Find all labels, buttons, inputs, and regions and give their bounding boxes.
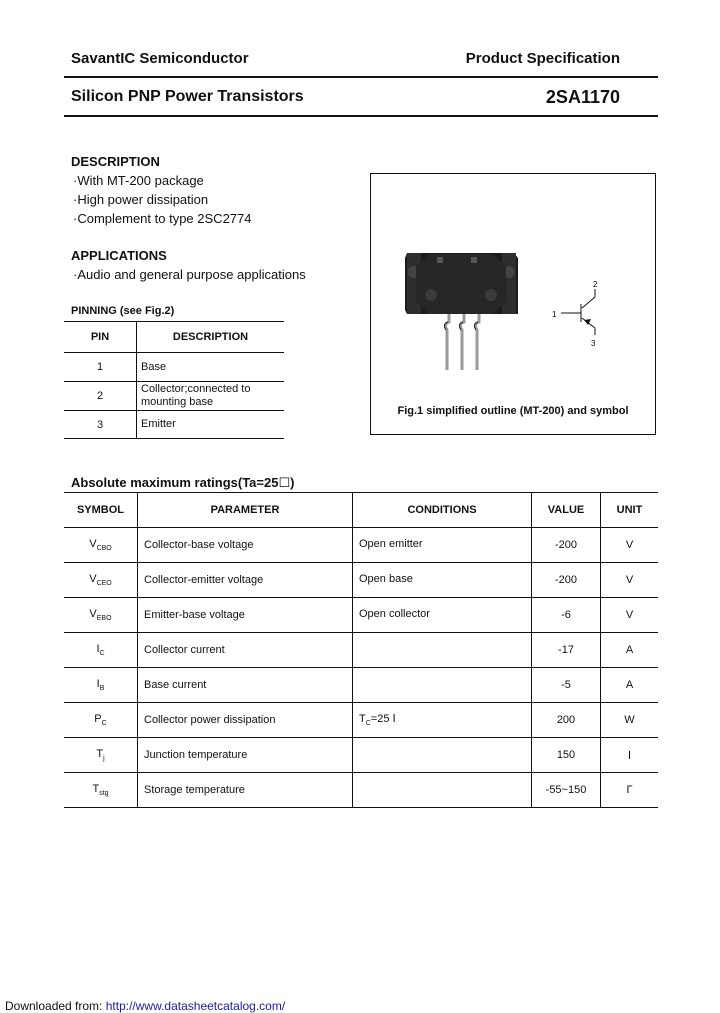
rating-value: -55~150 xyxy=(532,773,601,808)
pin-column-header: PIN xyxy=(64,322,137,353)
rating-value: -6 xyxy=(532,598,601,633)
header-divider xyxy=(64,76,658,78)
rating-value: -17 xyxy=(532,633,601,668)
unit-column-header: UNIT xyxy=(601,493,659,528)
symbol-pin-label: 3 xyxy=(591,339,596,348)
pin-number: 1 xyxy=(64,353,137,382)
table-row xyxy=(64,598,658,633)
rating-unit: Ⅰ xyxy=(601,738,659,773)
rating-unit: A xyxy=(601,668,659,703)
rating-parameter: Storage temperature xyxy=(138,773,353,808)
rating-symbol: $T_j$ xyxy=(64,738,138,773)
table-row xyxy=(64,353,284,382)
description-item: ·With MT-200 package xyxy=(73,173,204,188)
rating-unit: A xyxy=(601,633,659,668)
page-title: Silicon PNP Power Transistors xyxy=(71,88,304,105)
rating-symbol: $V_{CEO}$ xyxy=(64,563,138,598)
table-row xyxy=(64,703,658,738)
rating-unit: V xyxy=(601,598,659,633)
description-column-header: DESCRIPTION xyxy=(137,322,285,353)
figure-caption: Fig.1 simplified outline (MT-200) and symbol xyxy=(397,405,629,417)
rating-symbol: $V_{CBO}$ xyxy=(64,528,138,563)
pinning-table xyxy=(64,321,284,439)
symbol-pin-label: 2 xyxy=(593,280,598,289)
rating-parameter: Collector current xyxy=(138,633,353,668)
footer-link[interactable]: http://www.datasheetcatalog.com/ xyxy=(105,999,286,1013)
table-row xyxy=(64,563,658,598)
rating-condition xyxy=(353,668,532,703)
conditions-column-header: CONDITIONS xyxy=(353,493,532,528)
pin-number: 3 xyxy=(64,411,137,439)
rating-parameter: Emitter-base voltage xyxy=(138,598,353,633)
rating-unit: V xyxy=(601,563,659,598)
rating-value: -5 xyxy=(532,668,601,703)
table-row xyxy=(64,633,658,668)
table-row xyxy=(64,528,658,563)
pinning-heading: PINNING (see Fig.2) xyxy=(71,305,175,317)
rating-parameter: Base current xyxy=(138,668,353,703)
table-row xyxy=(64,773,658,808)
pin-description: Collector;connected to mounting base xyxy=(137,382,285,411)
footer xyxy=(5,999,285,1013)
table-row xyxy=(64,382,284,411)
document-type: Product Specification xyxy=(465,50,620,67)
rating-symbol: $P_C$ xyxy=(64,703,138,738)
rating-condition xyxy=(353,633,532,668)
figure-box xyxy=(370,173,656,435)
footer-prefix: Downloaded from: xyxy=(5,999,103,1013)
rating-symbol: $T_{stg}$ xyxy=(64,773,138,808)
rating-parameter: Collector power dissipation xyxy=(138,703,353,738)
rating-condition: Open emitter xyxy=(353,528,532,563)
applications-heading: APPLICATIONS xyxy=(71,248,167,263)
parameter-column-header: PARAMETER xyxy=(138,493,353,528)
pin-description: Base xyxy=(137,353,285,382)
part-number: 2SA1170 xyxy=(545,87,620,107)
rating-parameter: Junction temperature xyxy=(138,738,353,773)
rating-unit: Γ xyxy=(601,773,659,808)
rating-condition xyxy=(353,773,532,808)
description-item: ·High power dissipation xyxy=(73,192,209,207)
description-item: ·Complement to type 2SC2774 xyxy=(73,211,252,226)
rating-value: -200 xyxy=(532,563,601,598)
rating-condition: Open collector xyxy=(353,598,532,633)
rating-condition: Open base xyxy=(353,563,532,598)
symbol-pin-label: 1 xyxy=(552,310,557,319)
description-heading: DESCRIPTION xyxy=(71,154,160,169)
rating-unit: V xyxy=(601,528,659,563)
rating-parameter: Collector-emitter voltage xyxy=(138,563,353,598)
pin-description: Emitter xyxy=(137,411,285,439)
rating-value: 150 xyxy=(532,738,601,773)
rating-condition: $T_C=25$ Ⅰ xyxy=(353,703,532,738)
pin-number: 2 xyxy=(64,382,137,411)
title-divider xyxy=(64,115,658,117)
rating-value: 200 xyxy=(532,703,601,738)
rating-condition xyxy=(353,738,532,773)
rating-symbol: $I_B$ xyxy=(64,668,138,703)
rating-symbol: $I_C$ xyxy=(64,633,138,668)
rating-parameter: Collector-base voltage xyxy=(138,528,353,563)
applications-item: ·Audio and general purpose applications xyxy=(73,267,306,282)
table-row xyxy=(64,738,658,773)
value-column-header: VALUE xyxy=(532,493,601,528)
rating-value: -200 xyxy=(532,528,601,563)
table-row xyxy=(64,411,284,439)
ratings-heading: Absolute maximum ratings(Ta=25☐) xyxy=(71,475,295,490)
rating-symbol: $V_{EBO}$ xyxy=(64,598,138,633)
table-row xyxy=(64,668,658,703)
rating-unit: W xyxy=(601,703,659,738)
symbol-column-header: SYMBOL xyxy=(64,493,138,528)
company-name: SavantIC Semiconductor xyxy=(71,50,249,67)
ratings-table xyxy=(64,492,658,808)
pnp-transistor-symbol xyxy=(371,174,655,404)
